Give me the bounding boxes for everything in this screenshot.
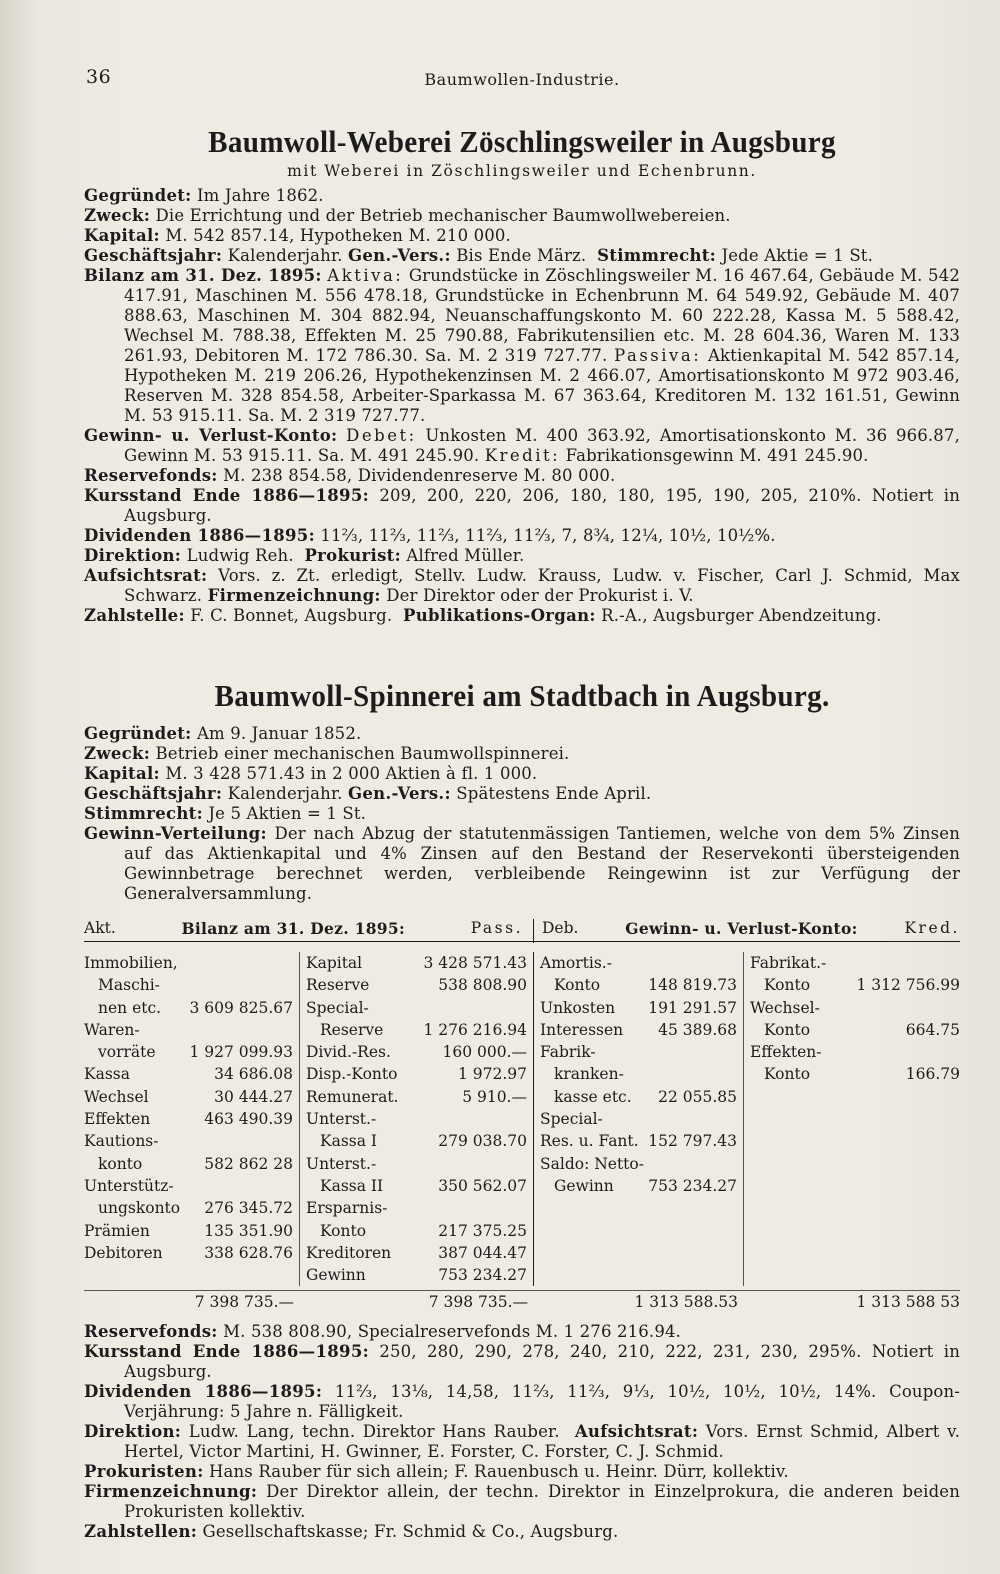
balance-row-label: Gewinn [306,1266,366,1285]
balance-row [84,997,293,1019]
akt-label: Akt. [84,919,116,937]
balance-row-label: Kassa [84,1065,130,1084]
balance-row-value: 463 490.39 [204,1110,293,1129]
entry-stimmrecht: Stimmrecht: Je 5 Aktien = 1 St. [84,804,367,823]
balance-row [306,1130,527,1152]
balance-row [306,1063,527,1085]
balance-totals [84,1290,960,1312]
entry-kapital: Kapital: M. 542 857.14, Hypotheken M. 210 000. [84,226,511,245]
balance-row-label: Immobilien, [84,954,178,972]
balance-row [306,952,527,974]
balance-row [306,1041,527,1063]
guv-title: Gewinn- u. Verlust-Konto: [625,919,858,938]
debet-total: 1 313 588.53 [534,1290,744,1312]
balance-row-label: Interessen [540,1020,624,1039]
balance-row [540,952,737,974]
deb-label: Deb. [542,919,579,937]
balance-row-label: Kassa II [320,1176,384,1195]
debet-column [534,952,744,1286]
balance-row [306,997,527,1019]
entry-gegruendet: Gegründet: Im Jahre 1862. [84,186,324,205]
entry-reservefonds: Reservefonds: M. 538 808.90, Specialreservefonds M. 1 276 216.94. [84,1322,682,1342]
balance-row-label: konto [98,1154,143,1173]
entry-guv: Gewinn- u. Verlust-Konto: Debet: Unkosten M. 400 363.92, Amortisationskonto M. 36 966.87, Gewinn M. 53 915.11. Sa. M. 491 245.90. Kredit: Fabrikationsgewinn M. 491 245.90. [84,426,960,465]
balance-row-value: 350 562.07 [438,1176,527,1195]
entry-direktion: Direktion: Ludw. Lang, techn. Direktor Hans Rauber. Aufsichtsrat: Vors. Ernst Schmid, Albert v. Hertel, Victor Martini, H. Gwinner, E. Forster, C. Forster, C. J. Schmid. [84,1422,960,1462]
balance-row-label: nen etc. [98,998,162,1017]
balance-row-value: 753 234.27 [648,1176,737,1195]
company-subtitle: mit Weberei in Zöschlingsweiler und Echenbrunn. [287,162,757,180]
entry-prokuristen: Prokuristen: Hans Rauber für sich allein; F. Rauenbusch u. Heinr. Dürr, kollektiv. [84,1462,789,1482]
balance-row-value: 279 038.70 [438,1132,527,1151]
company-spinnerei-stadtbach [84,678,960,1542]
entry-gewinnverteilung: Gewinn-Verteilung: Der nach Abzug der statutenmässigen Tantiemen, welche von dem 5% Zinsen auf das Aktienkapital und 4% Zinsen auf den Bestand der Reservekonti übersteigenden Gewinnbetrage berechnet werden, verbleibende Reingewinn ist zur Verfügung der Generalversammlung. [84,824,960,903]
balance-row-label: Konto [764,1065,811,1084]
aktiva-column [84,952,300,1286]
balance-row [306,1108,527,1130]
balance-row [84,1063,293,1085]
balance-row [306,1175,527,1197]
balance-row-label: Wechsel- [750,998,820,1017]
entry-geschaeftsjahr: Geschäftsjahr: Kalenderjahr. Gen.-Vers.: Spätestens Ende April. [84,784,652,803]
balance-row-label: Fabrik- [540,1043,596,1062]
balance-row-value: 753 234.27 [438,1266,527,1285]
balance-row [750,974,960,996]
balance-row [84,1019,293,1041]
entry-direktion: Direktion: Ludwig Reh. Prokurist: Alfred Müller. [84,546,525,565]
balance-row-value: 387 044.47 [438,1243,527,1262]
balance-row [540,997,737,1019]
balance-row [306,974,527,996]
pass-label: Pass. [470,919,523,937]
balance-row-value: 1 276 216.94 [423,1020,527,1039]
balance-row-label: Saldo: Netto- [540,1154,644,1173]
balance-row-label: Unkosten [540,998,616,1017]
balance-row [306,1153,527,1175]
company-weberei-zoeschlingsweiler [84,124,960,626]
balance-row-label: Ersparnis- [306,1199,388,1218]
entry-dividenden: Dividenden 1886—1895: 11⅔, 13⅛, 14,58, 11⅔, 11⅔, 9⅓, 10½, 10½, 10½, 14%. Coupon-Verjährung: 5 Jahre n. Fälligkeit. [84,1382,960,1422]
kredit-total: 1 313 588 53 [744,1290,960,1312]
balance-row [306,1242,527,1264]
balance-row [540,1063,737,1085]
balance-row-label: Effekten [84,1110,151,1129]
balance-row-label: Wechsel [84,1087,149,1106]
entry-geschaeftsjahr: Geschäftsjahr: Kalenderjahr. Gen.-Vers.: Bis Ende März. Stimmrecht: Jede Aktie = 1 St. [84,246,873,265]
balance-row-value: 582 862 28 [204,1154,293,1173]
balance-row-label: Reserve [320,1020,384,1039]
balance-row-label: Kreditoren [306,1243,392,1262]
balance-row-value: 166.79 [905,1065,960,1084]
balance-row-label: Reserve [306,976,370,995]
balance-row-value: 3 428 571.43 [423,954,527,972]
balance-row-label: Konto [554,976,601,995]
passiva-total: 7 398 735.— [300,1290,534,1312]
balance-row-label: Unterst.- [306,1154,377,1173]
entry-kursstand: Kursstand Ende 1886—1895: 250, 280, 290, 278, 240, 210, 222, 231, 230, 295%. Notiert in Augsburg. [84,1342,960,1382]
balance-row [750,1041,960,1063]
balance-row-label: Debitoren [84,1243,163,1262]
balance-row-value: 338 628.76 [204,1243,293,1262]
balance-row [306,1264,527,1286]
balance-row-label: Res. u. Fant. [540,1132,639,1151]
balance-row-value: 3 609 825.67 [189,998,293,1017]
balance-row [84,1130,293,1152]
entry-zweck: Zweck: Betrieb einer mechanischen Baumwollspinnerei. [84,744,570,763]
balance-table-header [84,912,960,942]
balance-row-label: Maschi- [98,976,160,995]
passiva-column [300,952,534,1286]
balance-row [750,952,960,974]
entry-zweck: Zweck: Die Errichtung und der Betrieb mechanischer Baumwollwebereien. [84,206,731,225]
balance-row [540,1019,737,1041]
balance-row-value: 34 686.08 [214,1065,293,1084]
balance-row-value: 45 389.68 [658,1020,737,1039]
balance-row-label: Disp.-Konto [306,1065,398,1084]
balance-row [540,1108,737,1130]
balance-row [750,1019,960,1041]
balance-row [540,1153,737,1175]
company-title: Baumwoll-Spinnerei am Stadtbach in Augsburg. [214,678,830,713]
balance-row-label: Konto [764,976,811,995]
balance-row [540,1130,737,1152]
balance-row [306,1220,527,1242]
kredit-column [744,952,960,1286]
aktiva-total: 7 398 735.— [84,1290,300,1312]
balance-row-label: ungskonto [98,1199,181,1218]
entry-kapital: Kapital: M. 3 428 571.43 in 2 000 Aktien à fl. 1 000. [84,764,538,783]
balance-row [306,1019,527,1041]
balance-row-label: Konto [320,1221,367,1240]
balance-row-label: Prämien [84,1221,150,1240]
balance-row [84,1108,293,1130]
balance-table [84,912,960,1312]
balance-row-label: Amortis.- [540,954,612,972]
page-number: 36 [86,66,112,88]
entry-aufsichtsrat: Aufsichtsrat: Vors. z. Zt. erledigt, Stellv. Ludw. Krauss, Ludw. v. Fischer, Carl J. Schmid, Max Schwarz. Firmenzeichnung: Der Direktor oder der Prokurist i. V. [84,566,960,605]
kred-label: Kred. [904,919,960,937]
entry-kursstand: Kursstand Ende 1886—1895: 209, 200, 220, 206, 180, 180, 195, 190, 205, 210%. Notiert in Augsburg. [84,486,960,525]
balance-row-label: Special- [306,998,369,1017]
balance-row-label: Gewinn [554,1176,614,1195]
balance-row-value: 160 000.— [442,1043,527,1062]
balance-row [84,1041,293,1063]
balance-row [540,1175,737,1197]
balance-row-value: 1 927 099.93 [189,1043,293,1062]
balance-row-value: 152 797.43 [648,1132,737,1151]
balance-row-value: 148 819.73 [648,976,737,995]
balance-row-value: 1 312 756.99 [856,976,960,995]
entry-gegruendet: Gegründet: Am 9. Januar 1852. [84,724,362,743]
balance-row-value: 30 444.27 [214,1087,293,1106]
entry-firmenzeichnung: Firmenzeichnung: Der Direktor allein, der techn. Direktor in Einzelprokura, die anderen beiden Prokuristen kollektiv. [84,1482,961,1522]
balance-row [84,1175,293,1197]
balance-row [84,1086,293,1108]
balance-row-label: Konto [764,1020,811,1039]
balance-row [306,1197,527,1219]
balance-row-label: Unterst.- [306,1110,377,1129]
balance-row-value: 22 055.85 [658,1087,737,1106]
balance-row-value: 217 375.25 [438,1221,527,1240]
bilanz-title: Bilanz am 31. Dez. 1895: [181,919,405,938]
running-title: Baumwollen-Industrie. [424,70,620,89]
balance-row-label: Kassa I [320,1132,378,1151]
balance-row-value: 1 972.97 [457,1065,527,1084]
balance-row-label: Divid.-Res. [306,1043,391,1062]
entry-zahlstelle: Zahlstelle: F. C. Bonnet, Augsburg. Publikations-Organ: R.-A., Augsburger Abendzeitung. [84,606,882,625]
balance-row-label: kasse etc. [554,1087,632,1106]
company-title: Baumwoll-Weberei Zöschlingsweiler in Augsburg [208,124,836,159]
balance-row-value: 538 808.90 [438,976,527,995]
balance-row-value: 276 345.72 [204,1199,293,1218]
balance-row-label: kranken- [554,1065,624,1084]
entry-bilanz: Bilanz am 31. Dez. 1895: Aktiva: Grundstücke in Zöschlingsweiler M. 16 467.64, Gebäude M. 542 417.91, Maschinen M. 556 478.18, Grundstücke in Echenbrunn M. 64 549.92, Gebäude M. 407 888.63, Maschinen M. 304 882.94, Neuanschaffungskonto M. 60 222.28, Kassa M. 5 588.42, Wechsel M. 788.38, Effekten M. 25 790.88, Fabrikutensilien etc. M. 28 604.36, Waren M. 133 261.93, Debitoren M. 172 786.30. Sa. M. 2 319 727.77. Passiva: Aktienkapital M. 542 857.14, Hypotheken M. 219 206.26, Hypothekenzinsen M. 2 466.07, Amortisationskonto M 972 903.46, Reserven M. 328 854.58, Arbeiter-Sparkassa M. 67 363.64, Kreditoren M. 132 161.51, Gewinn M. 53 915.11. Sa. M. 2 319 727.77. [84,266,960,425]
balance-row-label: Unterstütz- [84,1176,174,1195]
balance-row-value: 5 910.— [462,1087,527,1106]
balance-row [84,1242,293,1264]
balance-row-label: Kapital [306,954,363,972]
balance-row-value: 664.75 [905,1020,960,1039]
balance-row [540,974,737,996]
balance-row [84,974,293,996]
balance-row [540,1086,737,1108]
balance-row-value: 191 291.57 [648,998,737,1017]
balance-row-label: Effekten- [750,1043,822,1062]
balance-row [306,1086,527,1108]
balance-row [750,997,960,1019]
balance-row-label: Special- [540,1110,603,1129]
balance-row [84,1220,293,1242]
balance-row [84,952,293,974]
running-head [84,62,960,102]
balance-row-label: Fabrikat.- [750,954,827,972]
balance-row-label: Remunerat. [306,1087,399,1106]
balance-row [540,1041,737,1063]
balance-row-value: 135 351.90 [204,1221,293,1240]
balance-row [84,1197,293,1219]
entry-reservefonds: Reservefonds: M. 238 854.58, Dividendenreserve M. 80 000. [84,466,616,485]
entry-zahlstellen: Zahlstellen: Gesellschaftskasse; Fr. Schmid & Co., Augsburg. [84,1522,619,1542]
balance-row-label: Waren- [84,1020,140,1039]
balance-row [750,1063,960,1085]
balance-row-label: vorräte [98,1043,156,1062]
balance-row-label: Kautions- [84,1132,159,1151]
balance-row [84,1153,293,1175]
entry-dividenden: Dividenden 1886—1895: 11⅔, 11⅔, 11⅔, 11⅔, 11⅔, 7, 8¾, 12¼, 10½, 10½%. [84,526,776,545]
